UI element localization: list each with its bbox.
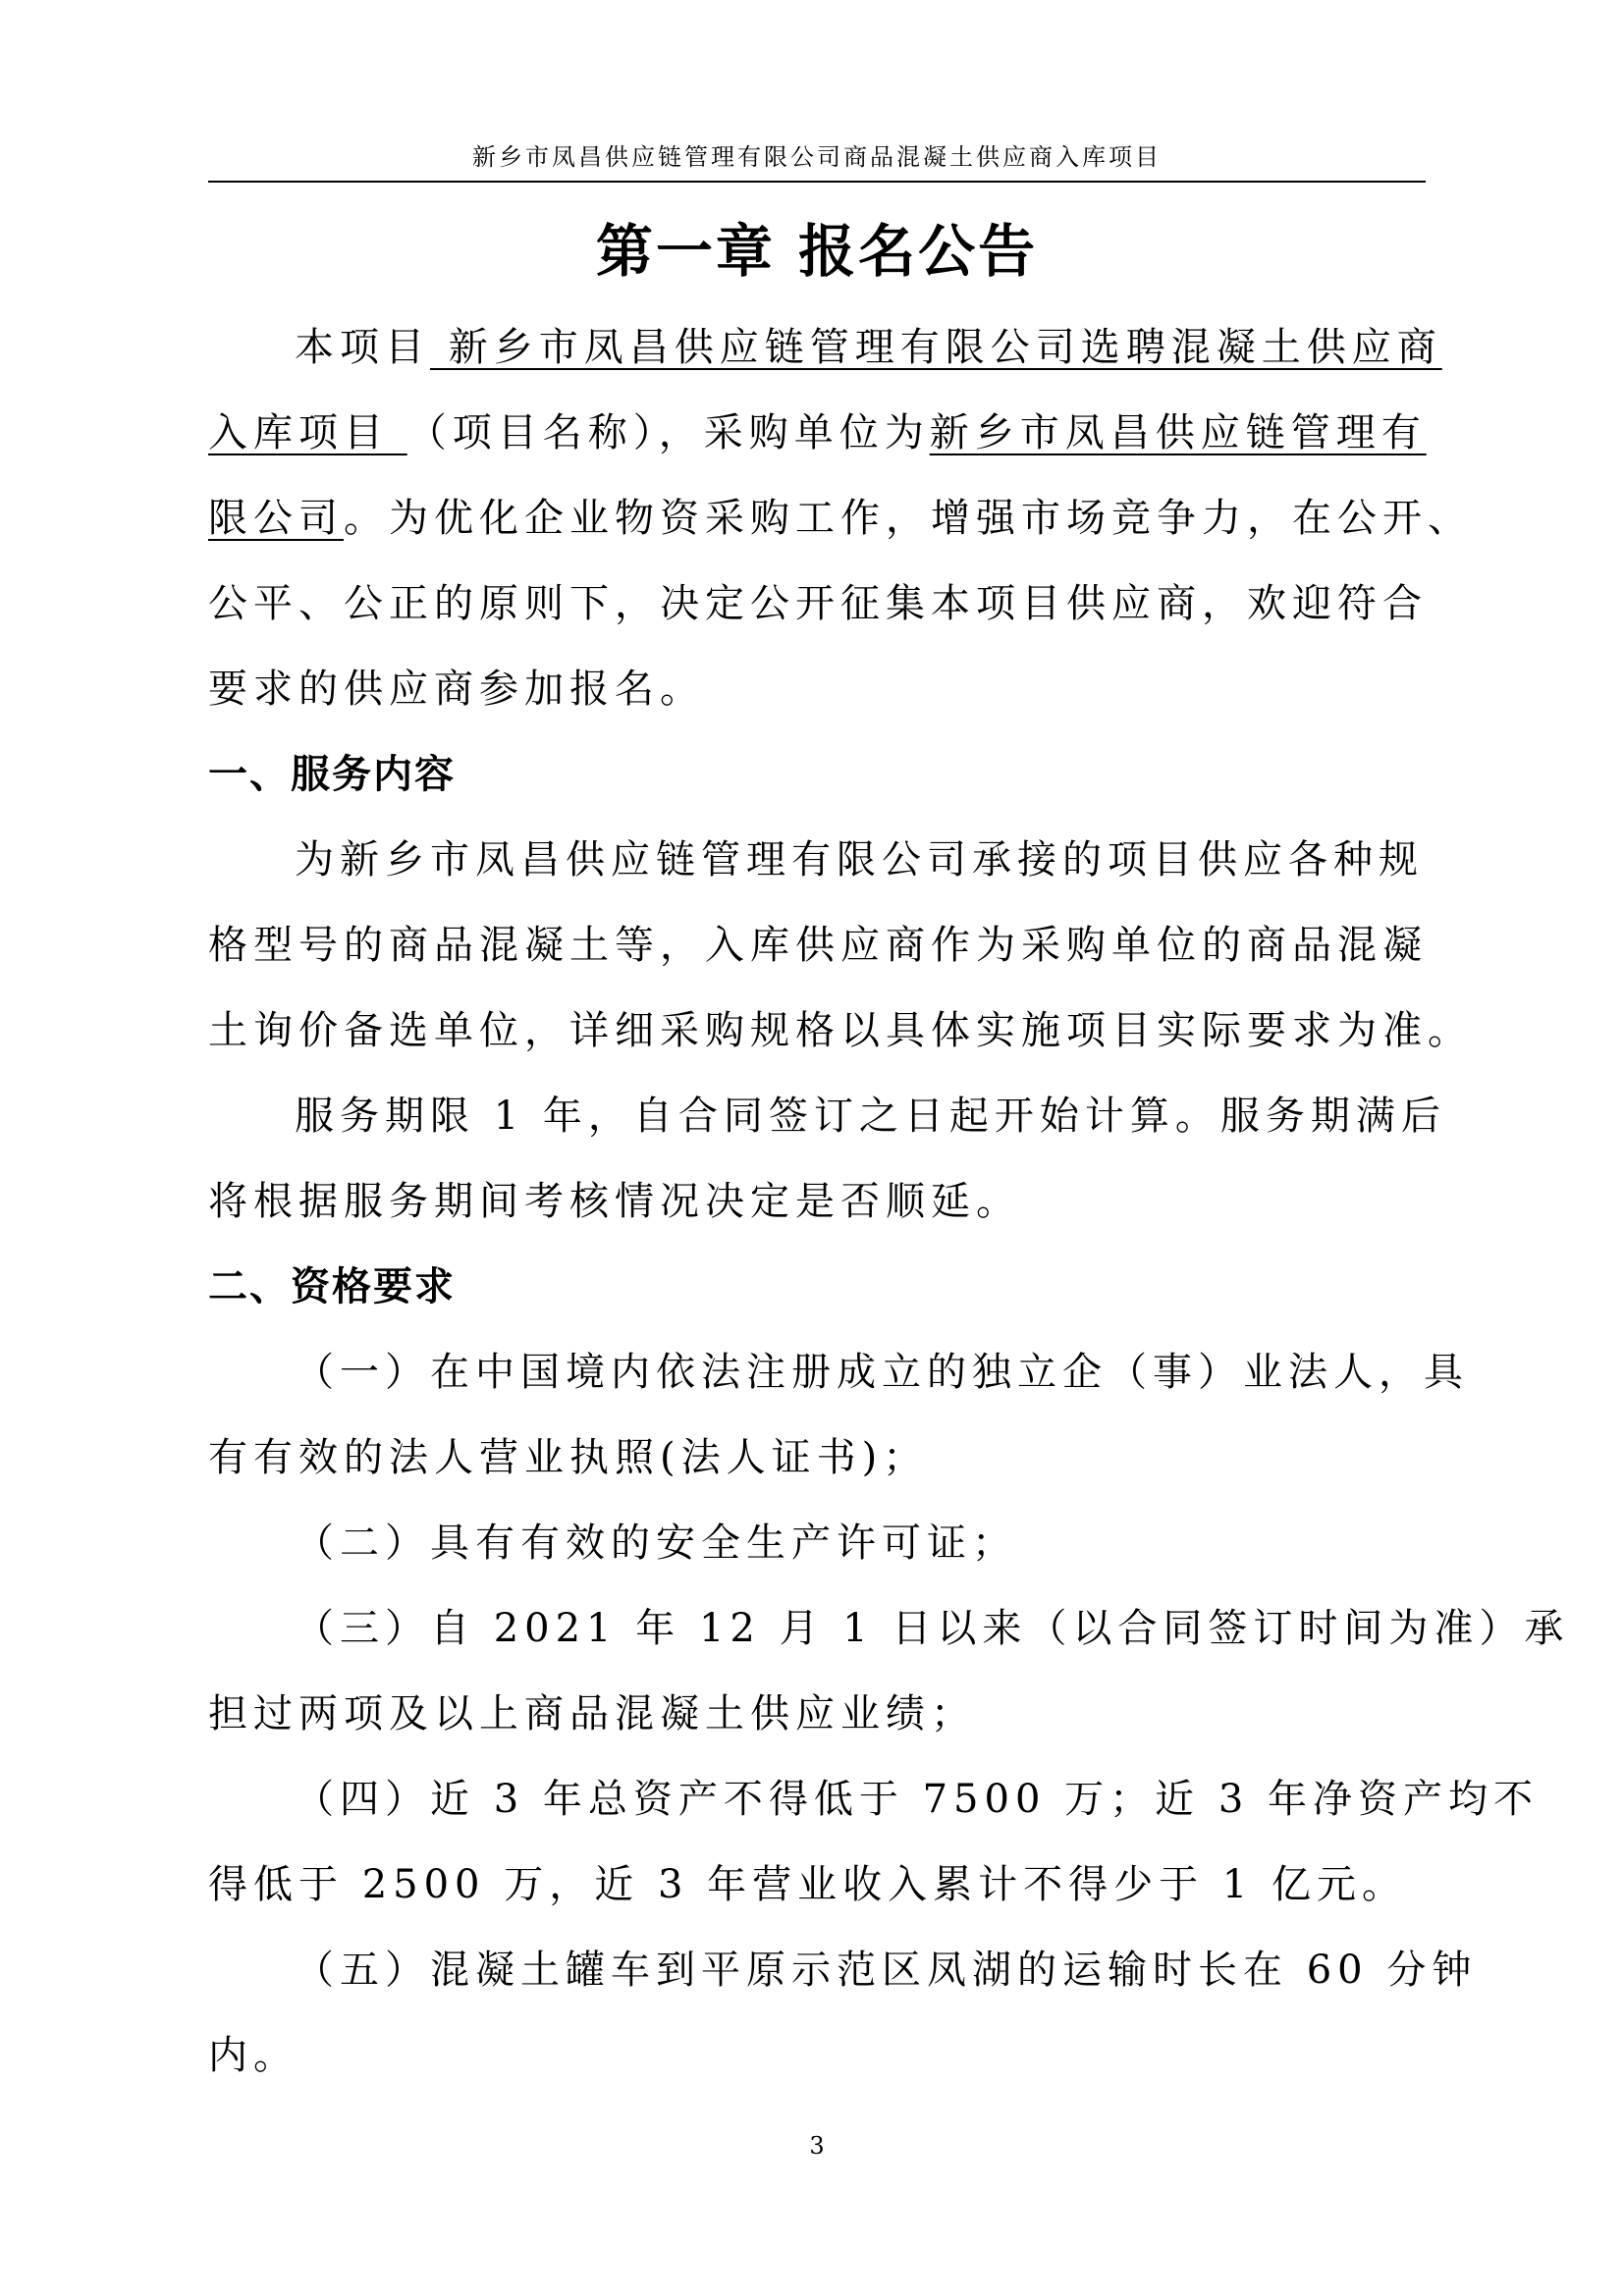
qualification-item-4: （四）近 3 年总资产不得低于 7500 万；近 3 年净资产均不 [295,1777,1539,1822]
running-header: 新乡市凤昌供应链管理有限公司商品混凝土供应商入库项目 [472,143,1162,171]
intro-line-3: 限公司。为优化企业物资采购工作，增强市场竞争力，在公开、 [208,496,1473,541]
section-heading-service: 一、服务内容 [208,752,456,797]
service-paragraph-2: 服务期限 1 年，自合同签订之日起开始计算。服务期满后 将根据服务期间考核情况决定是否顺延。 [208,1094,1446,1224]
qualification-item-3: （三）自 2021 年 12 月 1 日以来（以合同签订时间为准）承 [295,1606,1570,1651]
page-number: 3 [809,2132,825,2160]
intro-paragraph [208,305,1473,732]
qualification-item-2: （二）具有有效的安全生产许可证； [295,1521,1017,1566]
purchaser-name-underlined-cont: 限公司 [208,496,344,541]
service-paragraph-1: 为新乡市凤昌供应链管理有限公司承接的项目供应各种规 格型号的商品混凝土等，入库供应商作为采购单位的商品混凝 土询价备选单位，详细采购规格以具体实施项目实际要求为准。 [208,837,1473,1053]
project-name-underlined-cont: 入库项目 [208,410,407,455]
header-divider [208,181,1426,183]
intro-line-5: 要求的供应商参加报名。 [208,667,705,712]
qualification-list: （一）在中国境内依法注册成立的独立企（事）业法人，具 有有效的法人营业执照(法人证书)； （二）具有有效的安全生产许可证； （三）自 2021 年 12 月 1 日以来（以合同签订时间为准）承 担过两项及以上商品混凝土供应业绩； （四）近 3 年总资产不得低于 7500 万；近 3 年净资产均不 得低于 2500 万，近 3 年营业收入累计不得少于 1 亿元。 （五）混凝土罐车到平原示范区凤湖的运输时长在 60 分钟 内。 [208,1330,1426,2099]
qualification-item-5: （五）混凝土罐车到平原示范区凤湖的运输时长在 60 分钟 [295,1948,1478,1993]
section-heading-qualification: 二、资格要求 [208,1264,456,1309]
intro-line-1: 本项目 新乡市凤昌供应链管理有限公司选聘混凝土供应商 [295,325,1442,370]
intro-line-4: 公平、公正的原则下，决定公开征集本项目供应商，欢迎符合 [208,581,1428,626]
chapter-title: 第一章 报名公告 [595,218,1039,285]
project-name-underlined: 新乡市凤昌供应链管理有限公司选聘混凝土供应商 [430,325,1442,370]
purchaser-name-underlined: 新乡市凤昌供应链管理有 [929,410,1427,455]
qualification-item-1: （一）在中国境内依法注册成立的独立企（事）业法人，具 [295,1350,1469,1395]
intro-line-2: 入库项目 （项目名称），采购单位为新乡市凤昌供应链管理有 [208,410,1427,455]
